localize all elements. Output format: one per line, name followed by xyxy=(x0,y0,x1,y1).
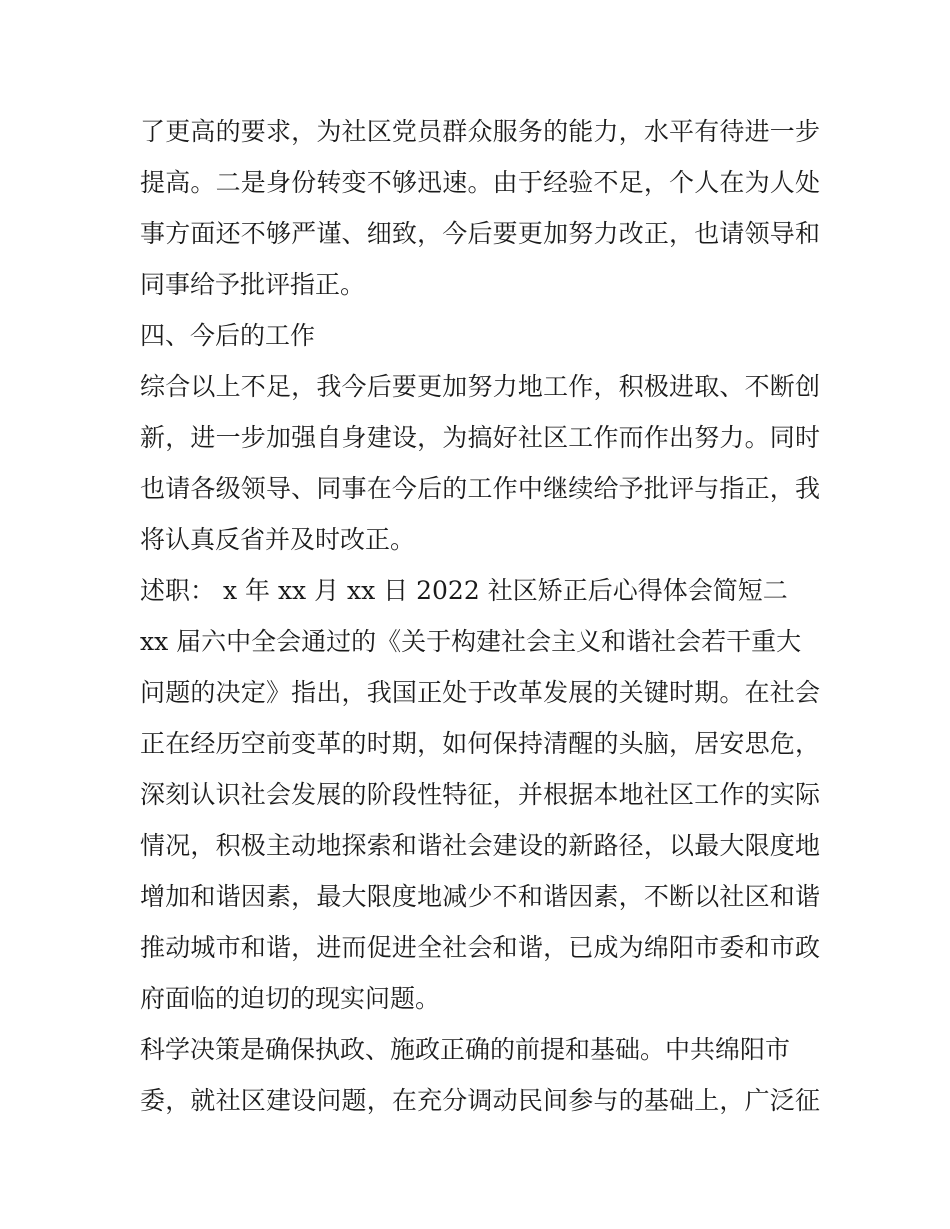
text-line: 委，就社区建设问题，在充分调动民间参与的基础上，广泛征 xyxy=(140,1086,820,1115)
text-line: 增加和谐因素，最大限度地减少不和谐因素，不断以社区和谐 xyxy=(140,882,820,911)
text-line: 了更高的要求，为社区党员群众服务的能力，水平有待进一步 xyxy=(140,117,820,146)
text-line: 推动城市和谐，进而促进全社会和谐，已成为绵阳市委和市政 xyxy=(140,933,820,962)
text-line: 将认真反省并及时改正。 xyxy=(140,525,416,554)
text-line: 府面临的迫切的现实问题。 xyxy=(140,984,441,1013)
text-line: 正在经历空前变革的时期，如何保持清醒的头脑，居安思危， xyxy=(140,729,820,758)
text-line: 问题的决定》指出，我国正处于改革发展的关键时期。在社会 xyxy=(140,678,820,707)
text-line: 提高。二是身份转变不够迅速。由于经验不足，个人在为人处 xyxy=(140,168,820,197)
document-title-line: 述职： x 年 xx 月 xx 日 2022 社区矫正后心得体会简短二 xyxy=(140,576,788,605)
text-line: 事方面还不够严谨、细致，今后要更加努力改正，也请领导和 xyxy=(140,219,820,248)
text-line: 深刻认识社会发展的阶段性特征，并根据本地社区工作的实际 xyxy=(140,780,820,809)
text-line: 同事给予批评指正。 xyxy=(140,270,366,299)
section-heading: 四、今后的工作 xyxy=(140,321,316,350)
document-body xyxy=(140,106,820,1126)
text-line: 新，进一步加强自身建设，为搞好社区工作而作出努力。同时 xyxy=(140,423,820,452)
text-line: 情况，积极主动地探索和谐社会建设的新路径，以最大限度地 xyxy=(140,831,820,860)
text-line: xx 届六中全会通过的《关于构建社会主义和谐社会若干重大 xyxy=(140,627,802,656)
text-line: 科学决策是确保执政、施政正确的前提和基础。中共绵阳市 xyxy=(140,1035,791,1064)
text-line: 也请各级领导、同事在今后的工作中继续给予批评与指正，我 xyxy=(140,474,820,503)
text-line: 综合以上不足，我今后要更加努力地工作，积极进取、不断创 xyxy=(140,372,820,401)
